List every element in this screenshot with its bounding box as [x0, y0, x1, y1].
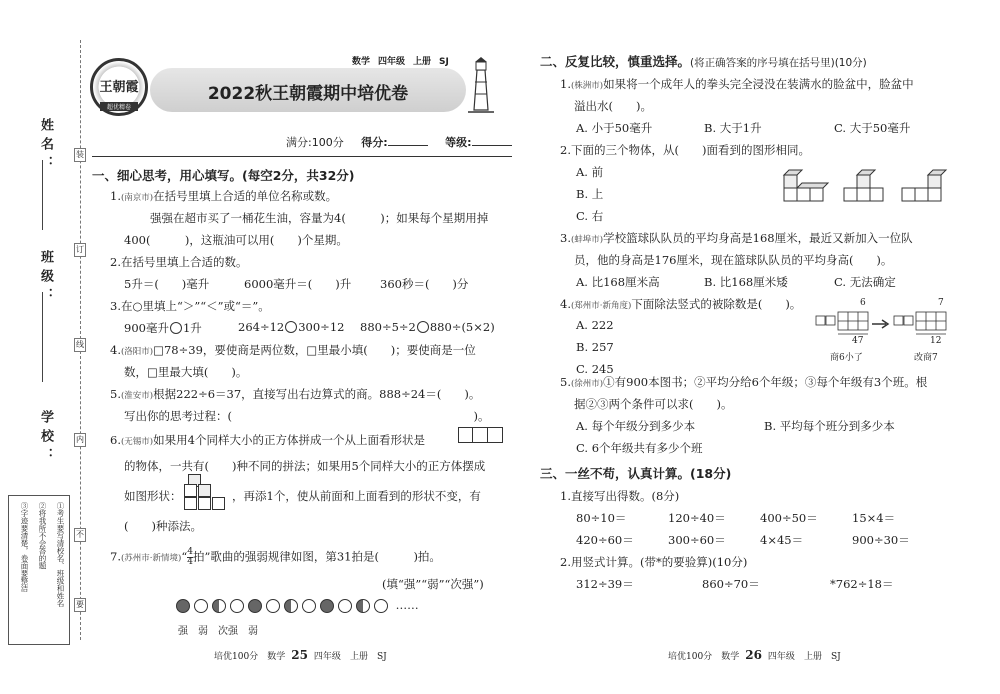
q-source: (洛阳市) — [120, 347, 154, 357]
q-text: □78÷39，要使商是两位数，□里最小填( )；要使商是一位 — [153, 343, 476, 357]
choice-4 — [560, 296, 801, 312]
notice-line: ③字迹要清楚，卷面要整洁 — [20, 502, 29, 592]
choice-2 — [560, 142, 810, 158]
calc-item: 420÷60＝ — [576, 533, 634, 547]
fig-caption-1: 商6小了 — [830, 353, 863, 363]
page-number: 25 — [291, 648, 308, 662]
logo-tag: 超优精卷 — [100, 102, 138, 111]
beat-legend: 强 弱 次强 弱 — [178, 626, 258, 637]
q-num: 1. — [560, 489, 571, 503]
calc-2 — [560, 554, 747, 570]
q-source: (郑州市·新角度) — [570, 301, 632, 311]
name-label: 姓名： — [38, 118, 53, 175]
calc-item: 80÷10＝ — [576, 511, 627, 525]
question-6-line: 的物体，一共有( )种不同的拼法；如果用5个同样大小的正方体摆成 — [124, 459, 486, 473]
question-4-line: 数，□里最大填( )。 — [124, 365, 248, 379]
q-source: (株洲市) — [570, 81, 604, 91]
q-num: 2. — [560, 555, 571, 569]
cut-tag: 要 — [74, 598, 86, 612]
beat-mid — [284, 599, 298, 613]
q3-right: 880÷(5×2) — [429, 320, 495, 334]
q-source: (徐州市) — [570, 379, 604, 389]
choice-3 — [560, 230, 913, 246]
frac-den: 4 — [187, 557, 193, 567]
three-objects-figure — [776, 166, 956, 206]
question-3 — [110, 298, 270, 314]
q-text: 直接写出得数。(8分) — [570, 489, 680, 503]
question-6-line: ，再添1个，使从前面和上面看到的形状不变，有 — [232, 489, 481, 503]
question-2 — [110, 254, 247, 270]
question-1 — [110, 188, 337, 204]
beat-pattern — [176, 598, 419, 613]
footer-brand: 培优100分 — [668, 652, 713, 662]
option[interactable]: B. 平均每个班分到多少本 — [764, 419, 895, 433]
calc-item: *762÷18＝ — [830, 577, 894, 591]
score-label: 得分: — [361, 136, 388, 149]
option[interactable]: A. 前 — [576, 165, 604, 179]
meta-subject: 数学 — [352, 57, 371, 67]
section-2-title — [540, 52, 867, 70]
frac-num: 4 — [187, 547, 193, 557]
meta-version: SJ — [439, 57, 449, 67]
q-source: (南京市) — [120, 193, 154, 203]
calc-item: 300÷60＝ — [668, 533, 726, 547]
option[interactable]: C. 大于50毫升 — [834, 121, 911, 135]
beat-weak — [302, 599, 316, 613]
beat-strong — [320, 599, 334, 613]
choice-1 — [560, 76, 914, 92]
question-6 — [110, 432, 425, 448]
header-rule — [92, 156, 512, 157]
beat-weak — [338, 599, 352, 613]
q3-right: 1升 — [182, 321, 202, 335]
class-line — [42, 292, 43, 382]
q-num: 7. — [110, 549, 121, 564]
q2-item: 5升＝( )毫升 — [124, 277, 210, 291]
option[interactable]: B. 大于1升 — [704, 121, 762, 135]
beat-weak — [266, 599, 280, 613]
cut-tag: 不 — [74, 528, 86, 542]
q-num: 3. — [560, 231, 571, 245]
footer-version: SJ — [830, 652, 841, 662]
beat-weak — [194, 599, 208, 613]
footer-brand: 培优100分 — [214, 652, 259, 662]
q-text: 在括号里填上合适的单位名称或数。 — [153, 189, 338, 203]
page-title: 2022秋王朝霞期中培优卷 — [207, 84, 409, 104]
choice-1-line: 溢出水( )。 — [574, 99, 652, 113]
meta-volume: 上册 — [413, 57, 432, 67]
notice-box — [8, 495, 70, 645]
logo-text: 王朝霞 — [99, 80, 139, 95]
choice-5-line: 据②③两个条件可以求( )。 — [574, 397, 733, 411]
option[interactable]: C. 无法确定 — [834, 275, 896, 289]
cut-tag: 内 — [74, 433, 86, 447]
q3-left: 880÷5÷2 — [360, 320, 416, 334]
beat-strong — [176, 599, 190, 613]
cut-tag: 装 — [74, 148, 86, 162]
q-num: 4. — [110, 343, 121, 357]
option[interactable]: B. 257 — [576, 340, 614, 354]
calc-item: 4×45＝ — [760, 533, 804, 547]
name-line — [42, 160, 43, 230]
notice-line: ①考生要写清校名、班级和姓名 — [56, 502, 65, 607]
paper-meta — [352, 54, 457, 67]
option[interactable]: A. 每个年级分到多少本 — [576, 419, 696, 433]
class-label: 班级： — [38, 250, 53, 307]
page-number: 26 — [745, 648, 762, 662]
q-num: 2. — [110, 255, 121, 269]
q3-compare — [360, 320, 495, 334]
beat-weak — [230, 599, 244, 613]
question-5-line: 写出你的思考过程：( )。 — [124, 409, 490, 423]
question-1-line: 400( )，这瓶油可以用( )个星期。 — [124, 233, 348, 247]
q-text: 下面除法竖式的被除数是( )。 — [631, 297, 802, 311]
q2-item: 6000毫升＝( )升 — [244, 277, 352, 291]
calc-item: 120÷40＝ — [668, 511, 726, 525]
q3-compare — [124, 320, 202, 336]
page-footer-right — [668, 648, 841, 662]
q-source: (淮安市) — [120, 391, 154, 401]
beat-mid — [356, 599, 370, 613]
lighthouse-icon — [466, 56, 496, 114]
fig-quotient-1: 6 — [860, 298, 866, 308]
grade-label: 等级: — [445, 136, 472, 149]
meta-grade: 四年级 — [378, 57, 406, 67]
fig-remainder-1: 47 — [852, 336, 864, 346]
footer-volume: 上册 — [803, 652, 822, 662]
footer-grade: 四年级 — [767, 652, 795, 662]
calc-1 — [560, 488, 679, 504]
compare-circle[interactable] — [417, 321, 429, 333]
q-num: 5. — [110, 387, 121, 401]
cut-tag: 线 — [74, 338, 86, 352]
footer-subject: 数学 — [267, 652, 286, 662]
option[interactable]: B. 比168厘米矮 — [704, 275, 788, 289]
q-text: 用竖式计算。(带*的要验算)(10分) — [570, 555, 748, 569]
score-row — [286, 134, 512, 150]
choice-3-line: 员，他的身高是176厘米，现在篮球队队员的平均身高( )。 — [574, 253, 893, 267]
q-num: 4. — [560, 297, 571, 311]
option[interactable]: C. 右 — [576, 209, 604, 223]
cut-tag: 订 — [74, 243, 86, 257]
compare-circle[interactable] — [170, 322, 182, 334]
question-4 — [110, 342, 476, 358]
beat-continuation: …… — [395, 598, 419, 612]
option[interactable]: A. 小于50毫升 — [576, 121, 653, 135]
q-text: 在括号里填上合适的数。 — [120, 255, 248, 269]
beat-mid — [212, 599, 226, 613]
section-note: (将正确答案的序号填在括号里)(10分) — [690, 57, 867, 69]
footer-volume: 上册 — [349, 652, 368, 662]
option[interactable]: A. 222 — [576, 318, 614, 332]
score-blank[interactable] — [388, 145, 428, 146]
q-source: (无锡市) — [120, 437, 154, 447]
footer-subject: 数学 — [721, 652, 740, 662]
q-num: 5. — [560, 375, 571, 389]
q-num: 3. — [110, 299, 121, 313]
fig-remainder-2: 12 — [930, 336, 942, 346]
q-num: 1. — [560, 77, 571, 91]
q-text: 如果用4个同样大小的正方体拼成一个从上面看形状是 — [153, 433, 425, 447]
top-view-figure — [458, 427, 503, 443]
calc-item: 312÷39＝ — [576, 577, 634, 591]
q3-compare — [238, 320, 344, 334]
calc-item: 900÷30＝ — [852, 533, 910, 547]
beat-strong — [248, 599, 262, 613]
q-text: ①有900本图书；②平均分给6个年级；③每个年级有3个班。根 — [603, 375, 928, 389]
section-3-title: 三、一丝不苟，认真计算。(18分) — [540, 466, 732, 481]
question-6-line: ( )种添法。 — [124, 519, 202, 533]
calc-item: 400÷50＝ — [760, 511, 818, 525]
q3-left: 264÷12 — [238, 320, 285, 334]
q-text: “ — [181, 549, 188, 564]
q3-left: 900毫升 — [124, 321, 169, 335]
choice-5 — [560, 374, 927, 390]
calc-item: 15×4＝ — [852, 511, 896, 525]
school-label: 学校： — [38, 410, 53, 467]
footer-grade: 四年级 — [313, 652, 341, 662]
q-text: 如果将一个成年人的拳头完全浸没在装满水的脸盆中，脸盆中 — [603, 77, 914, 91]
q-source: (蚌埠市) — [570, 235, 604, 245]
q-text: 拍”歌曲的强弱规律如图，第31拍是( )拍。 — [192, 549, 441, 564]
section-1-title: 一、细心思考，用心填写。(每空2分，共32分) — [92, 168, 355, 183]
option[interactable]: B. 上 — [576, 187, 604, 201]
q-text: 学校篮球队队员的平均身高是168厘米，最近又新加入一位队 — [603, 231, 913, 245]
full-score: 满分:100分 — [286, 136, 344, 149]
q3-right: 300÷12 — [298, 320, 345, 334]
grade-blank[interactable] — [472, 145, 512, 146]
question-6-line: 如图形状： — [124, 489, 182, 503]
section-title-text: 二、反复比较，慎重选择。 — [540, 54, 691, 69]
q7-hint: (填“强”“弱”“次强”) — [382, 577, 484, 591]
question-7 — [110, 548, 441, 567]
question-1-line: 强强在超市买了一桶花生油，容量为4( )；如果每个星期用掉 — [150, 211, 489, 225]
q-num: 6. — [110, 433, 121, 447]
question-5 — [110, 386, 480, 402]
notice-line: ②将我所不会答的题 — [38, 502, 47, 570]
q-text: 根据222÷6＝37，直接写出右边算式的商。888÷24＝( )。 — [153, 387, 481, 401]
q2-item: 360秒＝( )分 — [380, 277, 469, 291]
calc-item: 860÷70＝ — [702, 577, 760, 591]
cube-stack-figure — [184, 470, 230, 510]
q-num: 2. — [560, 143, 571, 157]
option[interactable]: A. 比168厘米高 — [576, 275, 660, 289]
option[interactable]: C. 6个年级共有多少个班 — [576, 441, 703, 455]
option[interactable]: C. 245 — [576, 362, 614, 376]
q-text: 下面的三个物体，从( )面看到的图形相同。 — [570, 143, 810, 157]
footer-version: SJ — [376, 652, 387, 662]
q-num: 1. — [110, 189, 121, 203]
q-text: 在○里填上“＞”“＜”或“＝”。 — [120, 299, 270, 313]
page-footer-left — [214, 648, 387, 662]
compare-circle[interactable] — [285, 321, 297, 333]
q-source: (苏州市·新情境) — [120, 553, 182, 564]
fig-quotient-2: 7 — [938, 298, 944, 308]
fig-caption-2: 改商7 — [914, 353, 938, 363]
beat-weak — [374, 599, 388, 613]
